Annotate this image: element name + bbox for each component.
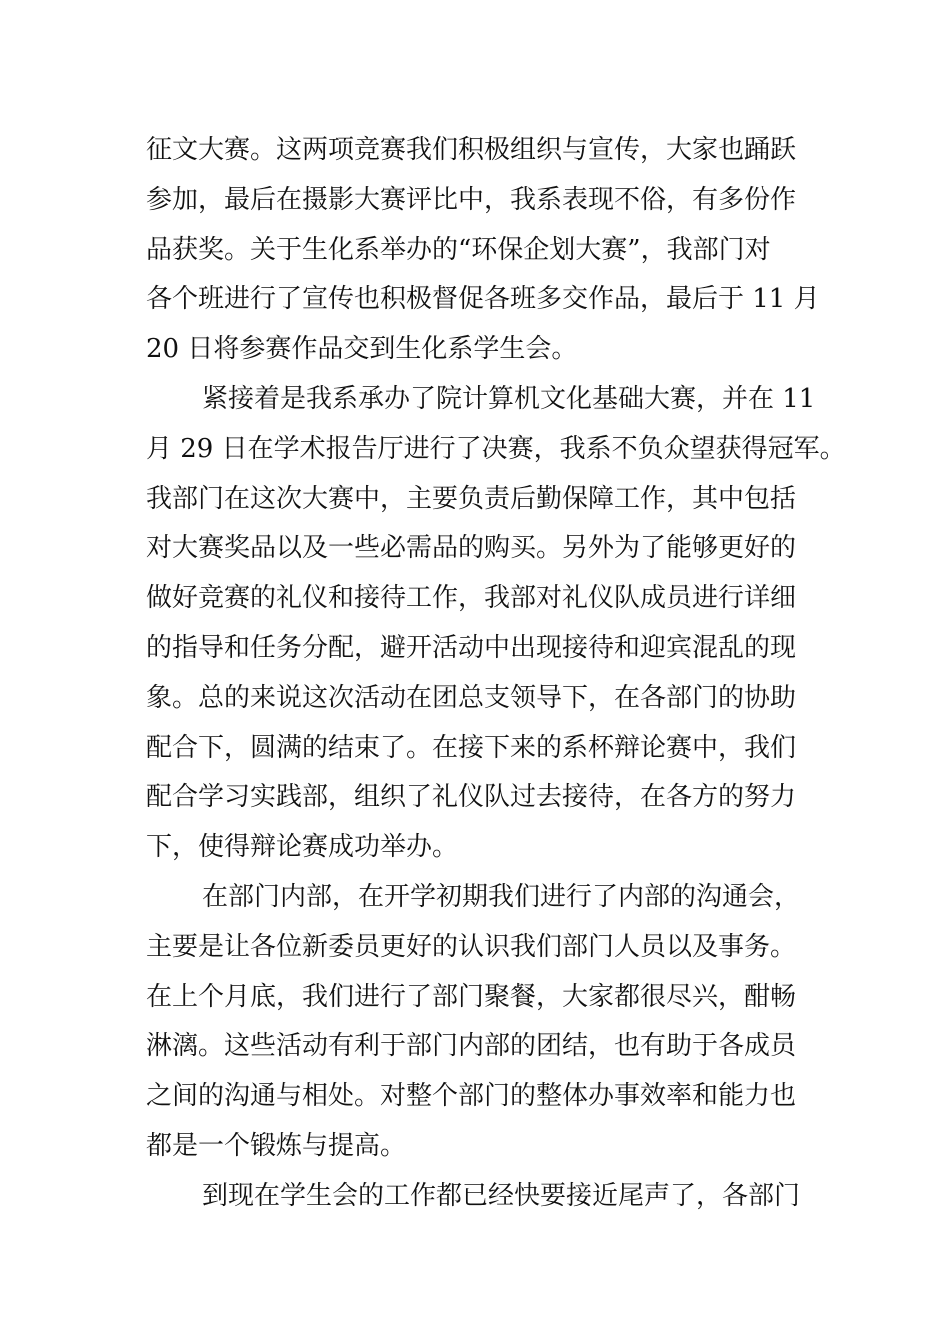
text-line: 象。总的来说这次活动在团总支领导下，在各部门的协助	[146, 682, 797, 713]
text-line: 月 29 日在学术报告厅进行了决赛，我系不负众望获得冠军。	[146, 433, 846, 464]
text-line: 都是一个锻炼与提高。	[146, 1130, 407, 1161]
paragraph-first-line: 到现在学生会的工作都已经快要接近尾声了，各部门	[202, 1180, 801, 1211]
text-line: 配合下，圆满的结束了。在接下来的系杯辩论赛中，我们	[146, 732, 797, 763]
text-line: 下，使得辩论赛成功举办。	[146, 832, 459, 863]
paragraph-first-line: 在部门内部，在开学初期我们进行了内部的沟通会，	[202, 881, 801, 912]
text-line: 之间的沟通与相处。对整个部门的整体办事效率和能力也	[146, 1081, 797, 1112]
text-line: 主要是让各位新委员更好的认识我们部门人员以及事务。	[146, 931, 797, 962]
text-line: 做好竞赛的礼仪和接待工作，我部对礼仪队成员进行详细	[146, 583, 797, 614]
text-line: 的指导和任务分配，避开活动中出现接待和迎宾混乱的现	[146, 632, 797, 663]
text-line: 淋漓。这些活动有利于部门内部的团结，也有助于各成员	[146, 1031, 797, 1062]
text-line: 品获奖。关于生化系举办的“环保企划大赛”，我部门对	[146, 234, 771, 265]
text-line: 征文大赛。这两项竞赛我们积极组织与宣传，大家也踊跃	[146, 135, 797, 165]
text-line: 配合学习实践部，组织了礼仪队过去接待，在各方的努力	[146, 782, 797, 813]
body-text	[146, 126, 846, 1222]
text-line: 在上个月底，我们进行了部门聚餐，大家都很尽兴，酣畅	[146, 981, 797, 1012]
text-line: 我部门在这次大赛中，主要负责后勤保障工作，其中包括	[146, 483, 797, 514]
paragraph-first-line: 紧接着是我系承办了院计算机文化基础大赛，并在 11	[202, 383, 816, 414]
text-line: 参加，最后在摄影大赛评比中，我系表现不俗，有多份作	[146, 184, 797, 215]
text-line: 各个班进行了宣传也积极督促各班多交作品，最后于 11 月	[146, 284, 820, 315]
text-line: 对大赛奖品以及一些必需品的购买。另外为了能够更好的	[146, 533, 797, 564]
text-line: 20 日将参赛作品交到生化系学生会。	[146, 334, 578, 365]
